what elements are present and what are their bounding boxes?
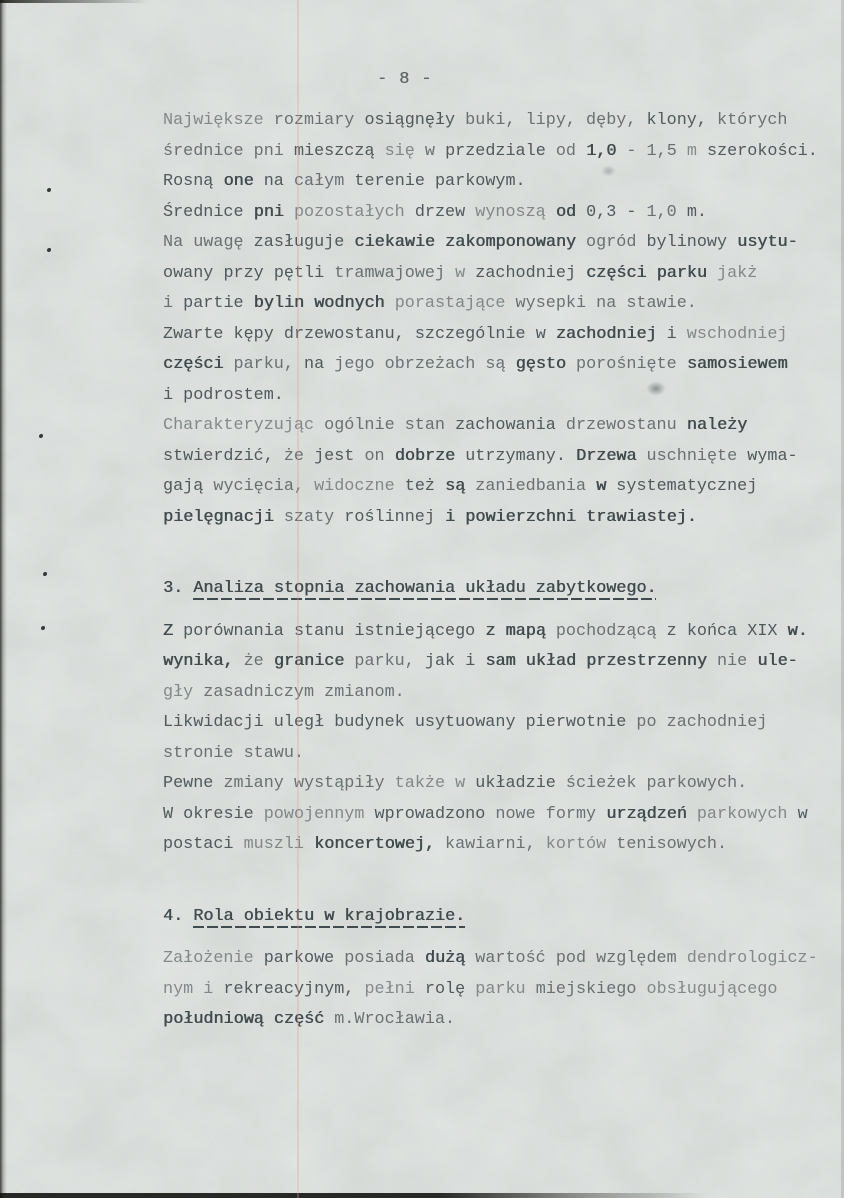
text-line: pielęgnacji szaty roślinnej i powierzchni trawiastej.	[163, 507, 697, 527]
text-line: owany przy pętli tramwajowej w zachodniej części parku jakż	[163, 263, 758, 283]
heading-number: 4.	[163, 906, 194, 926]
scan-edge-bottom	[0, 1193, 844, 1198]
section-heading	[163, 902, 830, 933]
text-line: części parku, na jego obrzeżach są gęsto porośnięte samosiewem	[163, 355, 788, 374]
text-line: średnice pni mieszczą się w przedziale od 1,0 - 1,5 m szerokości.	[163, 141, 818, 161]
text-line: Z porównania stanu istniejącego z mapą pochodzącą z końca XIX w.	[163, 621, 808, 641]
text-line: nym i rekreacyjnym, pełni rolę parku miejskiego obsługującego	[163, 979, 778, 999]
ink-speck	[47, 188, 51, 192]
page-number: - 8 -	[377, 70, 433, 89]
ink-speck	[39, 434, 43, 438]
text-line: Największe rozmiary osiągnęły buki, lipy, dęby, klony, których	[163, 111, 788, 130]
text-line: W okresie powojennym wprowadzono nowe formy urządzeń parkowych w	[163, 804, 808, 824]
scan-edge-top	[0, 0, 150, 3]
ink-speck	[47, 248, 51, 252]
scan-edge-left	[0, 0, 7, 1198]
text-line: Założenie parkowe posiada dużą wartość pod względem dendrologicz-	[163, 949, 818, 968]
text-line: Średnice pni pozostałych drzew wynoszą od 0,3 - 1,0 m.	[163, 202, 707, 222]
text-line: Charakteryzując ogólnie stan zachowania drzewostanu należy	[163, 416, 748, 435]
text-line: Na uwagę zasługuje ciekawie zakomponowany ogród bylinowy usytu-	[163, 233, 798, 252]
text-line: gły zasadniczym zmianom.	[163, 682, 405, 702]
text-line: postaci muszli koncertowej, kawiarni, kortów tenisowych.	[163, 835, 728, 854]
text-line: stwierdzić, że jest on dobrze utrzymany. Drzewa uschnięte wyma-	[163, 446, 798, 466]
ink-speck	[43, 572, 47, 576]
ink-speck	[41, 626, 45, 630]
text-line: Likwidacji uległ budynek usytuowany pierwotnie po zachodniej	[163, 713, 768, 732]
text-line: i partie bylin wodnych porastające wysepki na stawie.	[163, 294, 697, 313]
text-block	[163, 106, 830, 1036]
text-line: południową część m.Wrocławia.	[163, 1010, 456, 1029]
text-line: wynika, że granice parku, jak i sam układ przestrzenny nie ule-	[163, 652, 798, 671]
text-line: Rosną one na całym terenie parkowym.	[163, 172, 526, 191]
text-line: Pewne zmiany wystąpiły także w układzie ścieżek parkowych.	[163, 774, 748, 793]
text-line: stronie stawu.	[163, 743, 305, 763]
text-line: Zwarte kępy drzewostanu, szczególnie w zachodniej i wschodniej	[163, 324, 788, 344]
heading-number: 3.	[163, 579, 194, 598]
heading-text: Analiza stopnia zachowania układu zabytkowego.	[193, 579, 656, 601]
section-heading	[163, 574, 830, 605]
heading-text: Rola obiektu w krajobrazie.	[193, 907, 465, 929]
text-line: i podrostem.	[163, 385, 284, 405]
text-line: gają wycięcia, widoczne też są zaniedbania w systematycznej	[163, 477, 758, 496]
